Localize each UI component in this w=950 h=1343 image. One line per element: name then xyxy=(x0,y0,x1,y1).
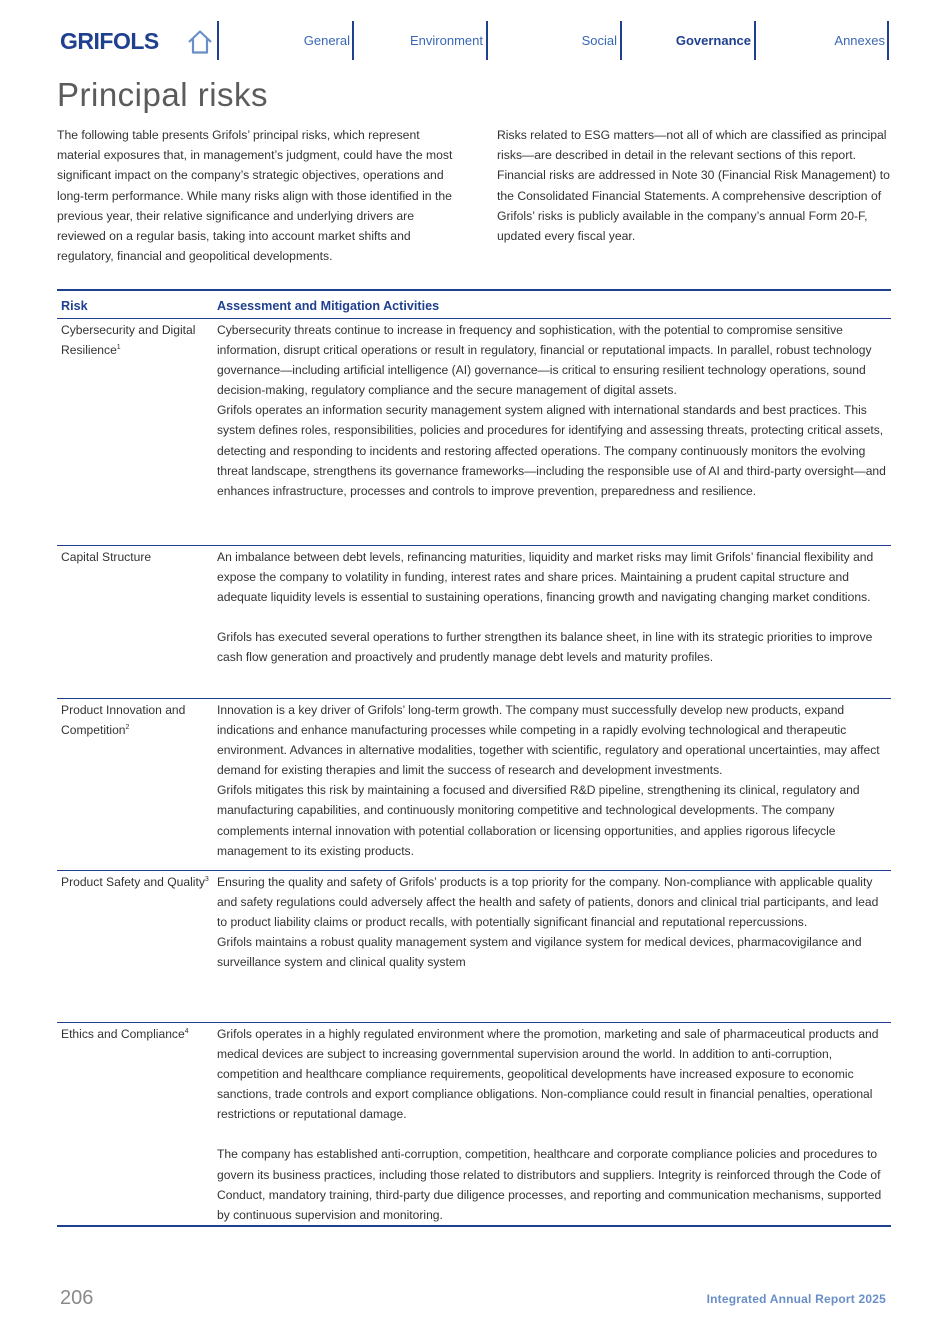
assessment-paragraph: Cybersecurity threats continue to increase in frequency and sophistication, with the potential to compromise sensitive information, disrupt critical operations or result in regulatory, financial or reputational impacts. In parallel, robust technology governance—including artificial intelligence (AI) governance—is critical to ensuring resilient technology operations, sound decision-making, regulatory compliance and the secure management of digital assets. xyxy=(217,323,872,398)
assessment-cell xyxy=(213,871,891,1023)
nav-divider xyxy=(620,21,622,60)
risk-name-cell xyxy=(57,699,213,871)
footnote-ref: 2 xyxy=(125,724,130,732)
nav-general[interactable]: General xyxy=(303,33,350,48)
footnote-ref: 3 xyxy=(204,875,209,883)
table-row xyxy=(57,546,891,699)
risk-name: Capital Structure xyxy=(61,550,152,564)
assessment-paragraph: Grifols operates in a highly regulated environment where the promotion, marketing and sale of pharmaceutical products and medical devices are subject to increasing governmental supervision around the world. In addition to anti-corruption, competition and healthcare compliance requirements, geopolitical developments have increased exposure to economic sanctions, trade controls and export compliance obligations. Non-compliance could result in financial penalties, operational restrictions or reputational damage. xyxy=(217,1027,879,1122)
assessment-paragraph: An imbalance between debt levels, refinancing maturities, liquidity and market risks may limit Grifols’ financial flexibility and expose the company to volatility in funding, interest rates and share prices. Maintaining a prudent capital structure and adequate liquidity levels is essential to sustaining operations, financing growth and navigating changing market conditions. xyxy=(217,550,874,605)
assessment-cell xyxy=(213,1023,891,1226)
intro-right-paragraph: Risks related to ESG matters—not all of which are classified as principal risks—are described in detail in the relevant sections of this report. Financial risks are addressed in Note 30 (Financial Risk Management) to the Consolidated Financial Statements. A comprehensive description of Grifols’ risks is publicly available in the company’s annual Form 20-F, updated every fiscal year. xyxy=(497,128,890,244)
assessment-cell xyxy=(213,546,891,699)
assessment-cell xyxy=(213,319,891,546)
page-number: 206 xyxy=(60,1287,94,1309)
mitigation-paragraph: The company has established anti-corruption, competition, healthcare and corporate compliance policies and procedures to govern its business practices, including those related to distributors and suppliers. Integrity is reinforced through the Code of Conduct, mandatory training, third-party due diligence processes, and reporting and communication mechanisms, supported by continuous supervision and monitoring. xyxy=(217,1147,882,1222)
table-row xyxy=(57,319,891,546)
nav-divider xyxy=(486,21,488,60)
assessment-cell xyxy=(213,699,891,871)
risk-name: Ethics and Compliance xyxy=(61,1027,185,1041)
nav-environment[interactable]: Environment xyxy=(410,33,483,48)
header-assessment: Assessment and Mitigation Activities xyxy=(213,290,891,319)
assessment-paragraph: Ensuring the quality and safety of Grifols’ products is a top priority for the company. Non-compliance with applicable quality and safety regulations could adversely affect the health and safety of patients, donors and clinical trial participants, and lead to product liability claims or product recalls, with potentially significant financial and reputational repercussions. xyxy=(217,875,879,930)
mitigation-paragraph: Grifols maintains a robust quality management system and vigilance system for medical devices, pharmacovigilance and surveillance system and clinical quality system xyxy=(217,935,862,970)
risk-name: Product Safety and Quality xyxy=(61,875,205,889)
risk-name: Cybersecurity and Digital Resilience xyxy=(61,323,196,358)
footnote-ref: 4 xyxy=(184,1027,189,1035)
intro-left-paragraph: The following table presents Grifols’ principal risks, which represent material exposures that, in management’s judgment, could have the most significant impact on the company’s strategic objectives, operations and long-term performance. While many risks align with those identified in the previous year, their relative significance and underlying drivers are reviewed on a regular basis, taking into account market shifts and regulatory, financial and geopolitical developments. xyxy=(57,128,453,264)
table-row xyxy=(57,699,891,871)
principal-risks-table xyxy=(57,289,891,1227)
table-header-row xyxy=(57,290,891,319)
nav-divider xyxy=(352,21,354,60)
risk-name-cell xyxy=(57,319,213,546)
nav-divider xyxy=(887,21,889,60)
risk-name-cell xyxy=(57,871,213,1023)
mitigation-paragraph: Grifols operates an information security management system aligned with international standards and best practices. This system defines roles, responsibilities, policies and procedures for identifying and assessing threats, protecting critical assets, detecting and responding to incidents and restoring affected operations. The company continuously monitors the evolving threat landscape, strengthens its governance frameworks—including the responsible use of AI and third-party oversight—and enhances infrastructure, processes and controls to improve prevention, preparedness and resilience. xyxy=(217,403,886,498)
mitigation-paragraph: Grifols has executed several operations to further strengthen its balance sheet, in line with its strategic priorities to improve cash flow generation and proactively and prudently manage debt levels and maturity profiles. xyxy=(217,630,873,665)
nav-divider xyxy=(217,21,219,60)
page-title: Principal risks xyxy=(57,76,269,113)
assessment-paragraph: Innovation is a key driver of Grifols’ long-term growth. The company must successfully develop new products, expand indications and enhance manufacturing processes while competing in a rapidly evolving technological and therapeutic environment. Advances in alternative modalities, together with scientific, regulatory and operational uncertainties, may affect demand for existing therapies and limit the success of research and development investments. xyxy=(217,703,880,778)
nav-governance[interactable]: Governance xyxy=(675,33,751,48)
footnote-ref: 1 xyxy=(116,344,121,352)
header-risk: Risk xyxy=(57,290,213,319)
table-row xyxy=(57,1023,891,1226)
nav-divider xyxy=(754,21,756,60)
report-name: Integrated Annual Report 2025 xyxy=(706,1292,886,1306)
risk-name-cell xyxy=(57,546,213,699)
mitigation-paragraph: Grifols mitigates this risk by maintaining a focused and diversified R&D pipeline, strengthening its clinical, regulatory and manufacturing capabilities, and continuously monitoring competitive and technological developments. The company complements internal innovation with potential collaboration or licensing opportunities, and applies rigorous lifecycle management to its existing products. xyxy=(217,783,860,858)
home-icon[interactable] xyxy=(186,28,214,56)
risk-name: Product Innovation and Competition xyxy=(61,703,186,738)
grifols-logo[interactable]: GRIFOLS xyxy=(60,28,159,54)
table-row xyxy=(57,871,891,1023)
nav-social[interactable]: Social xyxy=(581,33,617,48)
nav-annexes[interactable]: Annexes xyxy=(834,33,885,48)
risk-name-cell xyxy=(57,1023,213,1226)
